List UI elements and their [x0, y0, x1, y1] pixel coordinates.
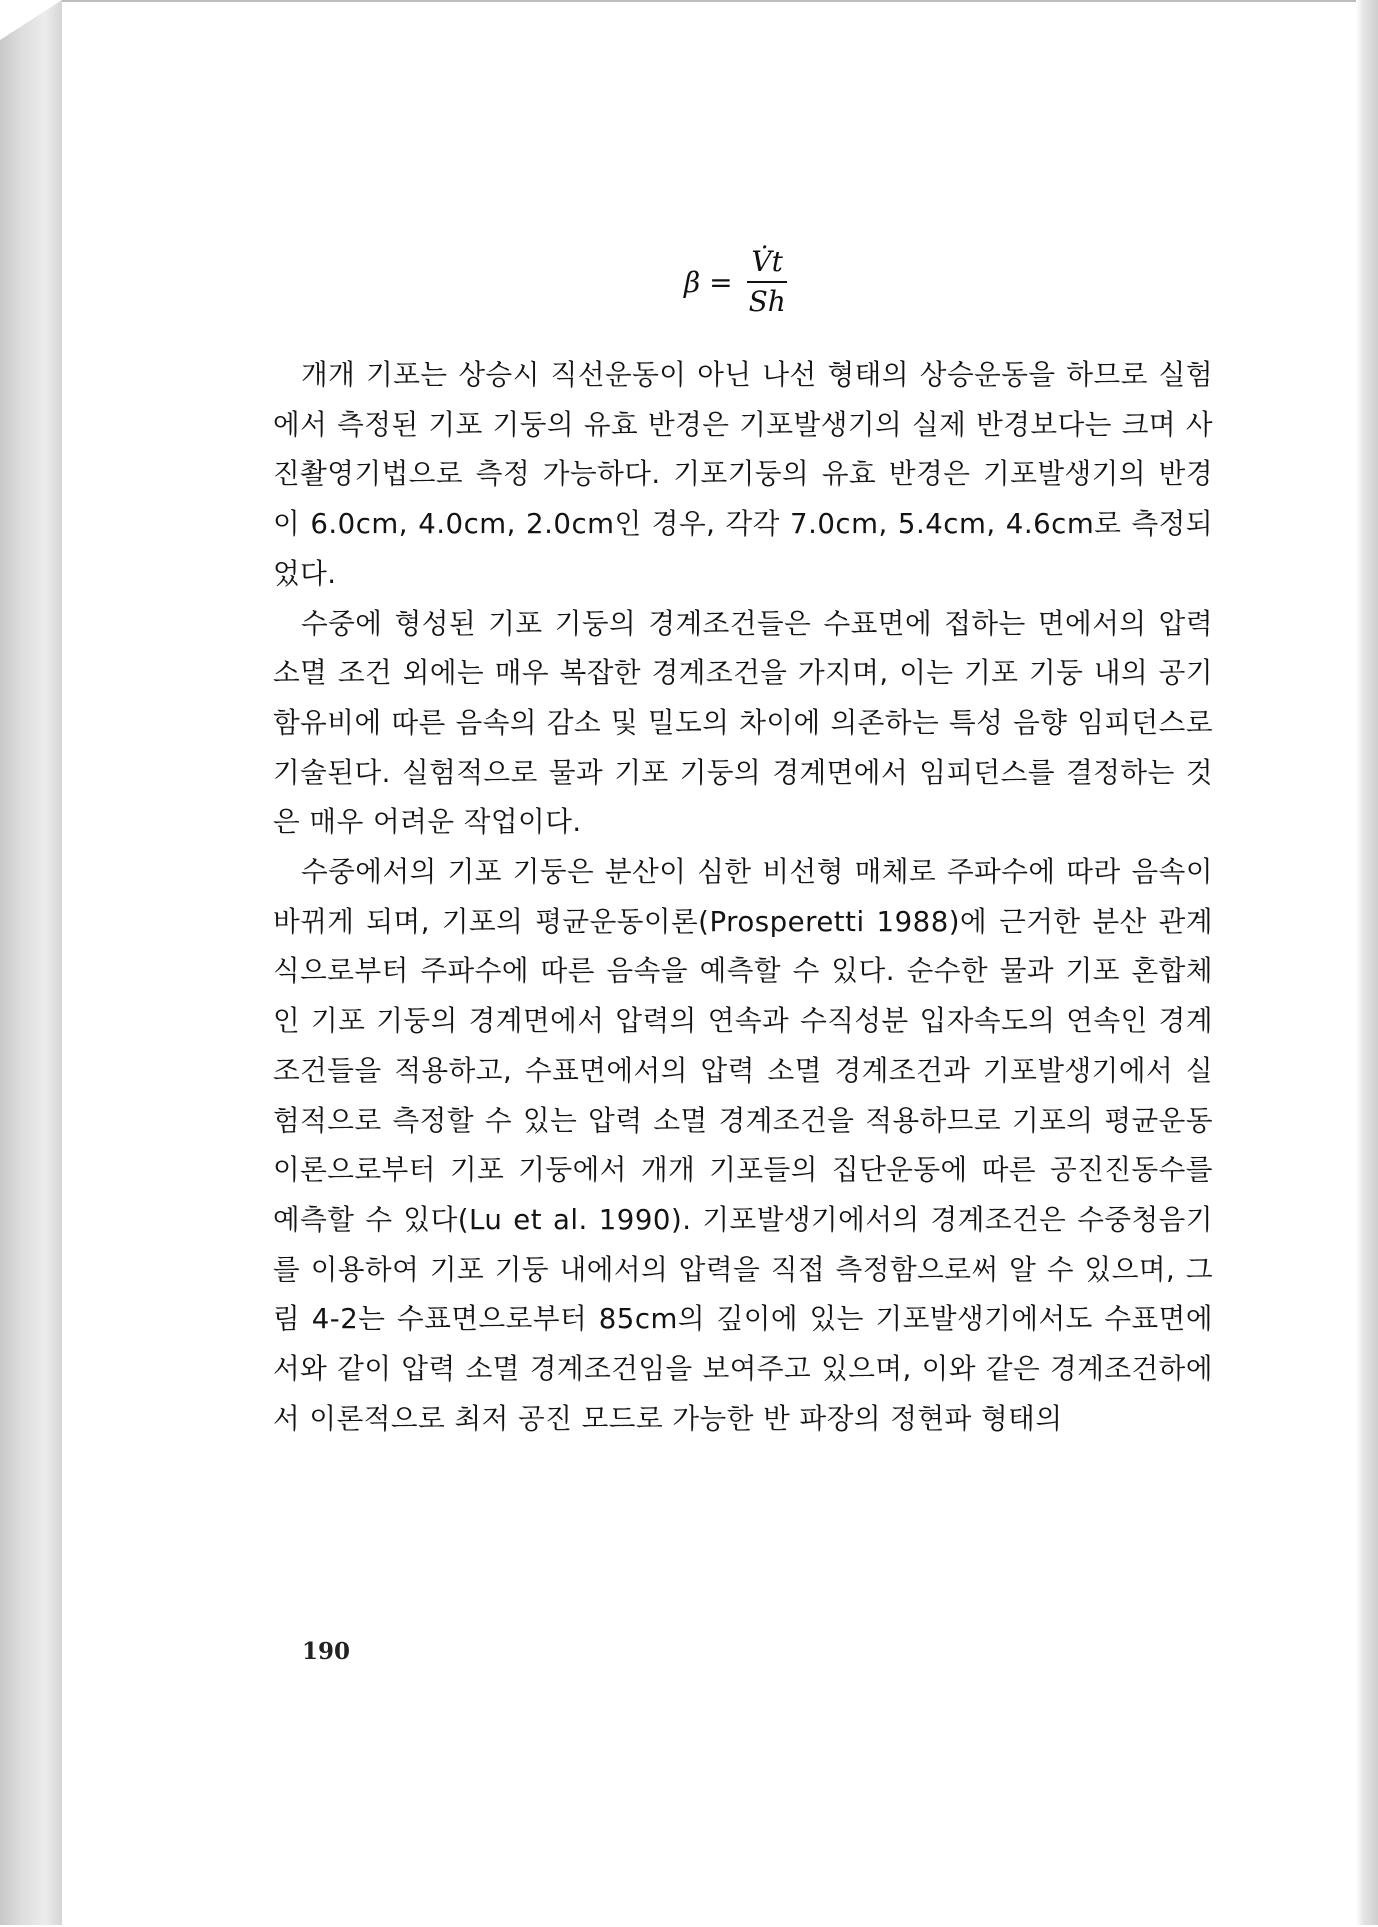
paragraph: 수중에서의 기포 기둥은 분산이 심한 비선형 매체로 주파수에 따라 음속이 바뀌게 되며, 기포의 평균운동이론(Prosperetti 1988)에 근거한 분산 관계식으로부터 주파수에 따른 음속을 예측할 수 있다. 순수한 물과 기포 혼합체인 기포 기둥의 경계면에서 압력의 연속과 수직성분 입자속도의 연속인 경계조건들을 적용하고, 수표면에서의 압력 소멸 경계조건과 기포발생기에서 실험적으로 측정할 수 있는 압력 소멸 경계조건을 적용하므로 기포의 평균운동이론으로부터 기포 기둥에서 개개 기포들의 집단운동에 따른 공진진동수를 예측할 수 있다(Lu et al. 1990). 기포발생기에서의 경계조건은 수중청음기를 이용하여 기포 기둥 내에서의 압력을 직접 측정함으로써 알 수 있으며, 그림 4-2는 수표면으로부터 85cm의 깊이에 있는 기포발생기에서도 수표면에서와 같이 압력 소멸 경계조건임을 보여주고 있으며, 이와 같은 경계조건하에서 이론적으로 최저 공진 모드로 가능한 반 파장의 정현파 형태의 — [273, 855, 1213, 1435]
formula-numerator: V̇t — [747, 246, 786, 283]
paragraph: 개개 기포는 상승시 직선운동이 아닌 나선 형태의 상승운동을 하므로 실험에서 측정된 기포 기둥의 유효 반경은 기포발생기의 실제 반경보다는 크며 사진촬영기법으로 측정 가능하다. 기포기둥의 유효 반경은 기포발생기의 반경이 6.0cm, 4.0cm, 2.0cm인 경우, 각각 7.0cm, 5.4cm, 4.6cm로 측정되었다. — [273, 358, 1213, 590]
formula-lhs: β = — [684, 265, 733, 299]
page-block-corner — [0, 0, 62, 40]
formula-denominator: Sh — [748, 285, 786, 318]
page-number: 190 — [302, 1638, 351, 1665]
page-right-edge — [1356, 0, 1378, 1925]
formula-fraction — [745, 246, 790, 318]
paragraph: 수중에 형성된 기포 기둥의 경계조건들은 수표면에 접하는 면에서의 압력 소멸 조건 외에는 매우 복잡한 경계조건을 가지며, 이는 기포 기둥 내의 공기함유비에 따른 음속의 감소 및 밀도의 차이에 의존하는 특성 음향 임피던스로 기술된다. 실험적으로 물과 기포 기둥의 경계면에서 임피던스를 결정하는 것은 매우 어려운 작업이다. — [273, 606, 1213, 839]
body-text — [273, 350, 1213, 1443]
page-block-edge — [0, 0, 62, 1925]
formula-beta — [684, 246, 790, 318]
